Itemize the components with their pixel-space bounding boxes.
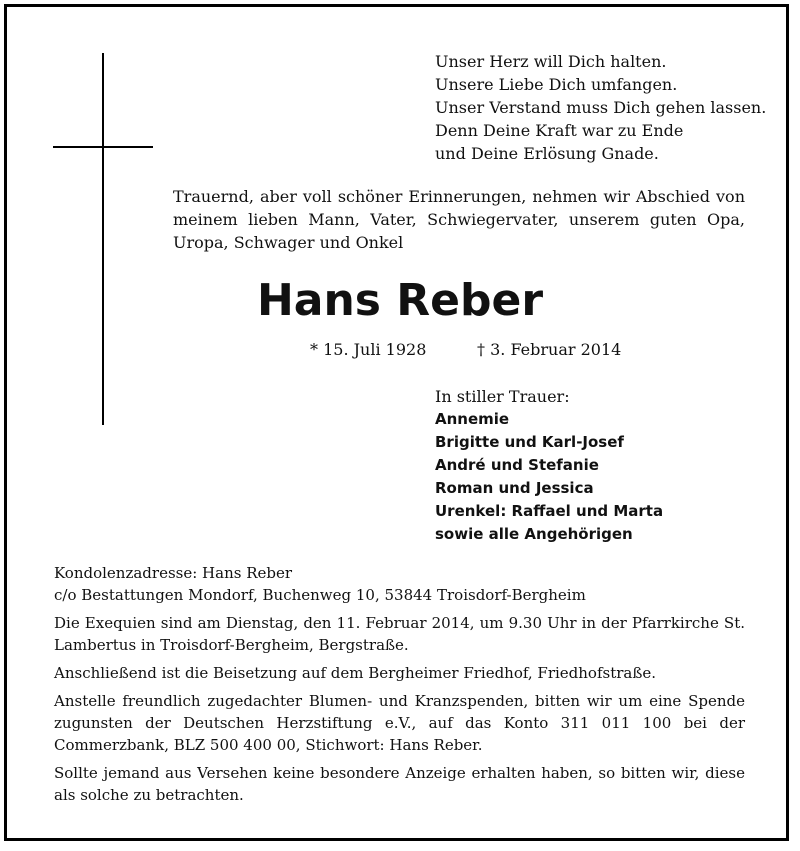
- birth-date: * 15. Juli 1928: [310, 340, 427, 359]
- poem-line: und Deine Erlösung Gnade.: [435, 144, 659, 163]
- deceased-name: Hans Reber: [256, 275, 544, 326]
- poem-line: Unsere Liebe Dich umfangen.: [435, 75, 678, 94]
- mourners-heading: In stiller Trauer:: [435, 387, 570, 406]
- donation-text: Anstelle freundlich zugedachter Blumen- und Kranzspenden, bitten wir um eine Spende zugunsten der Deutschen Herzstiftung e.V., auf das Konto 311 011 100 bei der Commerzbank, BLZ 500 400 00, Stichwort: Hans Reber.: [54, 692, 745, 754]
- poem-line: Denn Deine Kraft war zu Ende: [435, 121, 684, 140]
- mourner-name: Brigitte und Karl-Josef: [435, 433, 624, 451]
- info-section: [54, 562, 745, 812]
- burial-text: Anschließend ist die Beisetzung auf dem Bergheimer Friedhof, Friedhofstraße.: [54, 664, 657, 682]
- mourner-name: Roman und Jessica: [435, 479, 594, 497]
- death-date: † 3. Februar 2014: [477, 340, 622, 359]
- condolence-address: [54, 562, 745, 606]
- mourners-list: [435, 385, 663, 546]
- poem-line: Unser Verstand muss Dich gehen lassen.: [435, 98, 767, 117]
- poem: [435, 50, 766, 165]
- notice-text: Sollte jemand aus Versehen keine besondere Anzeige erhalten haben, so bitten wir, diese als solche zu betrachten.: [54, 764, 745, 804]
- mourner-name: Urenkel: Raffael und Marta: [435, 502, 664, 520]
- address-line: Kondolenzadresse: Hans Reber: [54, 564, 293, 582]
- mourner-name: André und Stefanie: [435, 456, 599, 474]
- address-line: c/o Bestattungen Mondorf, Buchenweg 10, 53844 Troisdorf-Bergheim: [54, 586, 586, 604]
- mourner-name: Annemie: [435, 410, 510, 428]
- exequien-text: Die Exequien sind am Dienstag, den 11. Februar 2014, um 9.30 Uhr in der Pfarrkirche St. Lambertus in Troisdorf-Bergheim, Bergstraße.: [54, 614, 745, 654]
- intro-text: Trauernd, aber voll schöner Erinnerungen, nehmen wir Abschied von meinem lieben Mann, Vater, Schwiegervater, unserem guten Opa, Uropa, Schwager und Onkel: [173, 187, 745, 252]
- poem-line: Unser Herz will Dich halten.: [435, 52, 667, 71]
- cross-icon-horizontal: [53, 146, 153, 148]
- cross-icon-vertical: [102, 53, 104, 425]
- mourner-name: sowie alle Angehörigen: [435, 525, 633, 543]
